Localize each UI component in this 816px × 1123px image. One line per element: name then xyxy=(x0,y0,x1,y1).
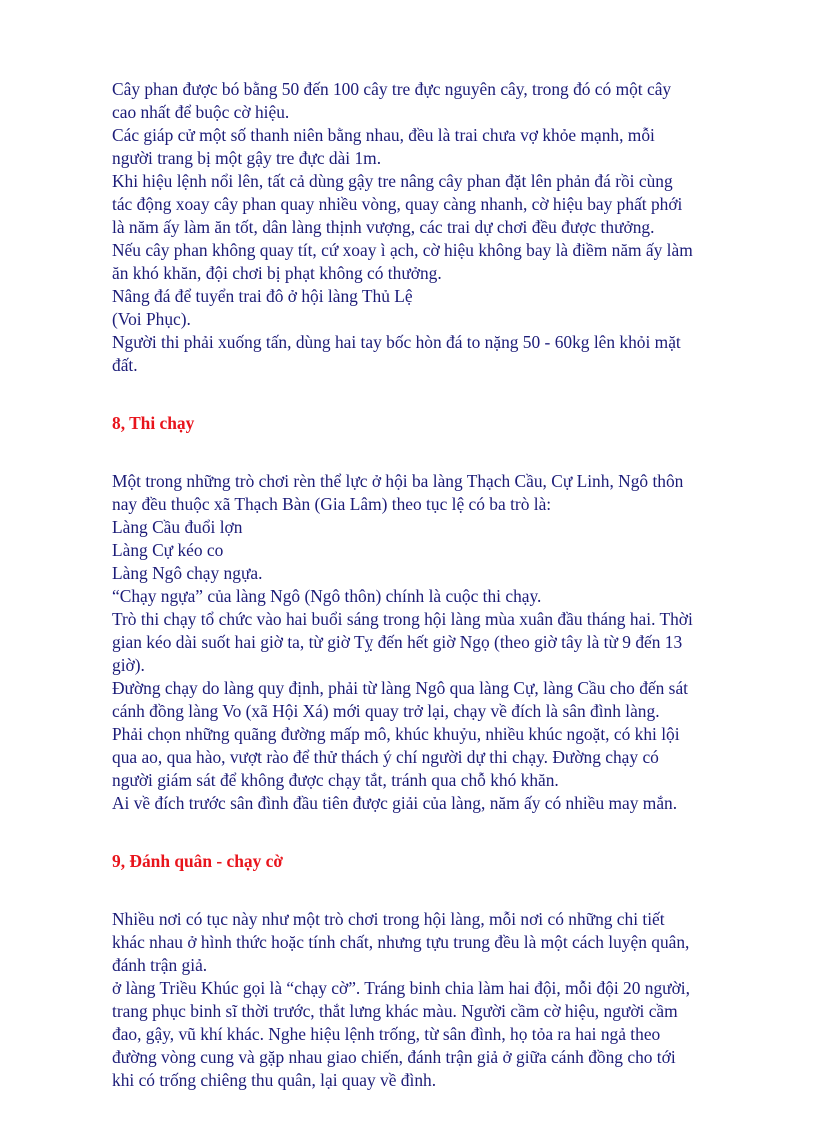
text-line: Người thi phải xuống tấn, dùng hai tay bốc hòn đá to nặng 50 - 60kg lên khỏi mặt xyxy=(112,332,681,352)
text-line: ăn khó khăn, đội chơi bị phạt không có thưởng. xyxy=(112,263,442,283)
spacer xyxy=(112,400,742,412)
text-line: cánh đồng làng Vo (xã Hội Xá) mới quay trở lại, chạy về đích là sân đình làng. xyxy=(112,701,660,721)
text-line: đánh trận giả. xyxy=(112,955,208,975)
text-line: Một trong những trò chơi rèn thể lực ở hội ba làng Thạch Cầu, Cự Linh, Ngô thôn xyxy=(112,471,684,491)
text-line: đao, gậy, vũ khí khác. Nghe hiệu lệnh trống, từ sân đình, họ tỏa ra hai ngả theo xyxy=(112,1024,661,1044)
text-line: giờ). xyxy=(112,655,145,675)
spacer xyxy=(112,458,742,470)
spacer xyxy=(112,815,742,838)
text-line: đất. xyxy=(112,355,138,375)
text-line: là năm ấy làm ăn tốt, dân làng thịnh vượng, các trai dự chơi đều được thưởng. xyxy=(112,217,655,237)
spacer xyxy=(112,838,742,850)
text-line: người giám sát để không được chạy tắt, tránh qua chỗ khó khăn. xyxy=(112,770,559,790)
text-line: khác nhau ở hình thức hoặc tính chất, nhưng tựu trung đều là một cách luyện quân, xyxy=(112,932,690,952)
document-body xyxy=(112,78,742,1092)
section-9-heading: 9, Đánh quân - chạy cờ xyxy=(112,851,284,871)
text-line: Cây phan được bó bằng 50 đến 100 cây tre đực nguyên cây, trong đó có một cây xyxy=(112,79,672,99)
intro-section xyxy=(112,78,742,377)
section-9-body xyxy=(112,908,742,1092)
text-line: ở làng Triều Khúc gọi là “chạy cờ”. Tráng binh chia làm hai đội, mỗi đội 20 người, xyxy=(112,978,690,998)
text-line: Nếu cây phan không quay tít, cứ xoay ì ạch, cờ hiệu không bay là điềm năm ấy làm xyxy=(112,240,693,260)
text-line: Nâng đá để tuyển trai đô ở hội làng Thủ Lệ xyxy=(112,286,413,306)
text-line: gian kéo dài suốt hai giờ ta, từ giờ Tỵ đến hết giờ Ngọ (theo giờ tây là từ 9 đến 13 xyxy=(112,632,683,652)
spacer xyxy=(112,377,742,400)
text-line: trang phục binh sĩ thời trước, thắt lưng khác màu. Người cầm cờ hiệu, người cầm xyxy=(112,1001,678,1021)
text-line: Các giáp cử một số thanh niên bằng nhau, đều là trai chưa vợ khỏe mạnh, mỗi xyxy=(112,125,655,145)
text-line: Khi hiệu lệnh nổi lên, tất cả dùng gậy tre nâng cây phan đặt lên phản đá rồi cùng xyxy=(112,171,673,191)
text-line: Đường chạy do làng quy định, phải từ làng Ngô qua làng Cự, làng Cầu cho đến sát xyxy=(112,678,688,698)
text-line: khi có trống chiêng thu quân, lại quay về đình. xyxy=(112,1070,437,1090)
text-line: Trò thi chạy tổ chức vào hai buổi sáng trong hội làng mùa xuân đầu tháng hai. Thời xyxy=(112,609,693,629)
text-line: Làng Cự kéo co xyxy=(112,540,224,560)
section-8-heading: 8, Thi chạy xyxy=(112,413,195,433)
text-line: (Voi Phục). xyxy=(112,309,191,329)
section-8-body xyxy=(112,470,742,815)
text-line: qua ao, qua hào, vượt rào để thử thách ý chí người dự thi chạy. Đường chạy có xyxy=(112,747,659,767)
text-line: đường vòng cung và gặp nhau giao chiến, đánh trận giả ở giữa cánh đồng cho tới xyxy=(112,1047,676,1067)
text-line: Làng Cầu đuổi lợn xyxy=(112,517,243,537)
text-line: tác động xoay cây phan quay nhiều vòng, quay càng nhanh, cờ hiệu bay phất phới xyxy=(112,194,683,214)
spacer xyxy=(112,435,742,458)
spacer xyxy=(112,896,742,908)
text-line: Ai về đích trước sân đình đầu tiên được giải của làng, năm ấy có nhiều may mắn. xyxy=(112,793,678,813)
text-line: “Chạy ngựa” của làng Ngô (Ngô thôn) chính là cuộc thi chạy. xyxy=(112,586,542,606)
text-line: Phải chọn những quãng đường mấp mô, khúc khuỷu, nhiều khúc ngoặt, có khi lội xyxy=(112,724,680,744)
text-line: Nhiều nơi có tục này như một trò chơi trong hội làng, mỗi nơi có những chi tiết xyxy=(112,909,665,929)
text-line: cao nhất để buộc cờ hiệu. xyxy=(112,102,290,122)
spacer xyxy=(112,873,742,896)
text-line: nay đều thuộc xã Thạch Bàn (Gia Lâm) theo tục lệ có ba trò là: xyxy=(112,494,552,514)
text-line: người trang bị một gậy tre đực dài 1m. xyxy=(112,148,382,168)
text-line: Làng Ngô chạy ngựa. xyxy=(112,563,263,583)
